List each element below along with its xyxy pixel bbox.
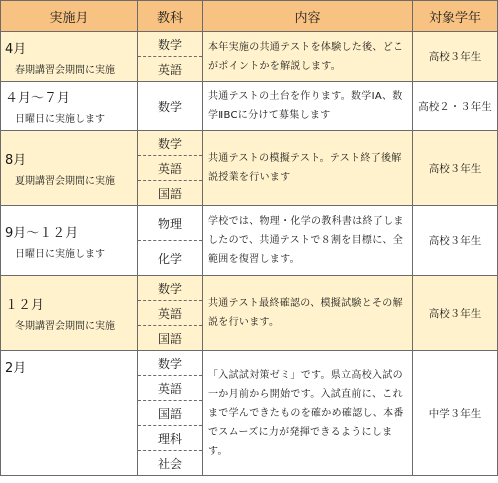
period-cell (1, 206, 138, 276)
subject-item: 社会 (157, 456, 182, 471)
period-note: 日曜日に実施します (15, 248, 105, 260)
period-cell (1, 131, 138, 206)
content-cell: 共通テスト最終確認の、模擬試験とその解説を行います。 (203, 276, 413, 351)
content-cell: 共通テストの土台を作ります。数学ⅠA、数学ⅡBCに分けて募集します (203, 82, 413, 131)
subject-item: 理科 (138, 426, 202, 451)
subjects-cell (138, 32, 203, 82)
content-cell: 共通テストの模擬テスト。テスト終了後解説授業を行います (203, 131, 413, 206)
content-cell: 学校では、物理・化学の教科書は終了しましたので、共通テストで８割を目標に、全範囲を復習します。 (203, 206, 413, 276)
month-label: ４月～７月 (5, 91, 71, 106)
period-note: 春期講習会期間に実施 (15, 64, 115, 76)
table-row (1, 351, 498, 476)
grade-cell: 高校３年生 (413, 131, 498, 206)
grade-cell: 高校３年生 (413, 276, 498, 351)
subject-item: 化学 (157, 251, 182, 266)
content-cell: 「入試試対策ゼミ」です。県立高校入試の一か月前から開始です。入試直前に、これまで学んできたものを確かめ確認し、本番でスムーズに力が発揮できるようにします。 (203, 351, 413, 476)
subject-item: 数学 (138, 131, 202, 156)
content-cell: 本年実施の共通テストを体験した後、どこがポイントかを解説します。 (203, 32, 413, 82)
header-row (1, 1, 498, 32)
grade-cell: 高校３年生 (413, 32, 498, 82)
subjects-cell (138, 351, 203, 476)
subjects-cell (138, 276, 203, 351)
grade-cell: 高校２・３年生 (413, 82, 498, 131)
header-content: 内容 (203, 1, 413, 32)
subjects-cell (138, 82, 203, 131)
subjects-cell (138, 206, 203, 276)
subject-item: 数学 (138, 276, 202, 301)
period-note: 冬期講習会期間に実施 (15, 321, 115, 332)
month-label: 4月 (5, 41, 27, 57)
period-cell (1, 32, 138, 82)
subject-item: 英語 (138, 156, 202, 181)
period-cell (1, 82, 138, 131)
subject-item: 英語 (138, 376, 202, 401)
subject-item: 英語 (138, 301, 202, 326)
grade-cell: 中学３年生 (413, 351, 498, 476)
table-row (1, 276, 498, 351)
month-label: 8月 (5, 153, 27, 168)
period-cell (1, 276, 138, 351)
period-cell (1, 351, 138, 476)
header-subject: 教科 (138, 1, 203, 32)
subject-item: 国語 (157, 186, 182, 201)
period-note: 日曜日に実施します (15, 114, 105, 125)
month-label: １２月 (5, 298, 45, 313)
subject-item: 物理 (138, 206, 202, 241)
subject-item: 数学 (138, 351, 202, 376)
month-label: 9月～１２月 (5, 225, 79, 241)
subject-item: 国語 (138, 401, 202, 426)
subject-item: 英語 (157, 62, 182, 77)
subject-item: 数学 (138, 32, 202, 57)
period-note: 夏期講習会期間に実施 (15, 176, 115, 187)
subject-item: 数学 (157, 99, 182, 114)
table-row (1, 206, 498, 276)
table-row (1, 131, 498, 206)
table-row (1, 82, 498, 131)
subjects-cell (138, 131, 203, 206)
month-label: 2月 (5, 361, 27, 376)
header-month: 実施月 (1, 1, 138, 32)
subject-item: 国語 (157, 331, 182, 346)
grade-cell: 高校３年生 (413, 206, 498, 276)
header-grade: 対象学年 (413, 1, 498, 32)
table-row (1, 32, 498, 82)
